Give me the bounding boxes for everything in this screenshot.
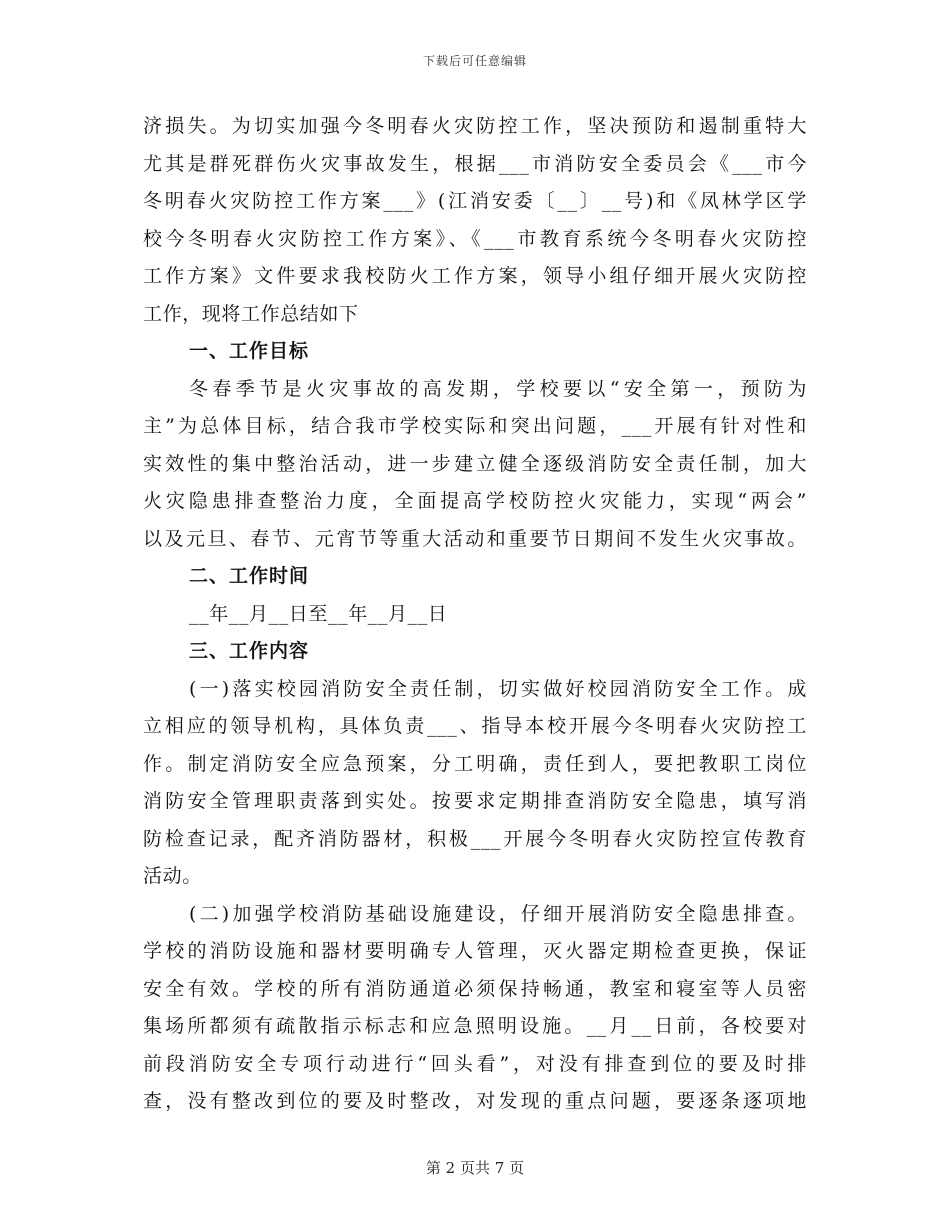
paragraph-line: (一)落实校园消防安全责任制，切实做好校园消防安全工作。成 <box>189 677 807 700</box>
page-header: 下载后可任意编辑 <box>422 54 527 68</box>
section-heading: 一、工作目标 <box>189 340 310 362</box>
paragraph-line: 冬明春火灾防控工作方案___》(江消安委〔__〕__号)和《凤林学区学 <box>143 190 807 212</box>
page-footer: 第 2 页共 7 页 <box>425 1159 525 1177</box>
paragraph-line: 校今冬明春火灾防控工作方案》、《___市教育系统今冬明春火灾防控 <box>143 227 807 250</box>
paragraph-line: 安全有效。学校的所有消防通道必须保持畅通，教室和寝室等人员密 <box>143 977 807 1000</box>
paragraph-line: 立相应的领导机构，具体负责___、指导本校开展今冬明春火灾防控工 <box>143 715 807 737</box>
paragraph-line: 活动。 <box>143 865 202 887</box>
paragraph-line: 前段消防安全专项行动进行“回头看”，对没有排查到位的要及时排 <box>143 1052 807 1075</box>
paragraph-line: 火灾隐患排查整治力度，全面提高学校防控火灾能力，实现“两会” <box>143 490 807 512</box>
paragraph-line: 主”为总体目标，结合我市学校实际和突出问题，___开展有针对性和 <box>143 415 807 437</box>
paragraph-line: (二)加强学校消防基础设施建设，仔细开展消防安全隐患排查。 <box>189 902 807 925</box>
document-body <box>143 108 807 1121</box>
paragraph-line: 学校的消防设施和器材要明确专人管理，灭火器定期检查更换，保证 <box>143 940 807 962</box>
paragraph-line: 尤其是群死群伤火灾事故发生，根据___市消防安全委员会《___市今 <box>143 152 807 175</box>
paragraph-line: __年__月__日至__年__月__日 <box>189 602 448 625</box>
paragraph-line: 防检查记录，配齐消防器材，积极___开展今冬明春火灾防控宣传教育 <box>143 827 807 850</box>
paragraph-line: 工作，现将工作总结如下 <box>143 302 359 325</box>
paragraph-line: 查，没有整改到位的要及时整改，对发现的重点问题，要逐条逐项地 <box>143 1090 807 1112</box>
paragraph-line: 作。制定消防安全应急预案，分工明确，责任到人，要把教职工岗位 <box>143 752 807 775</box>
paragraph-line: 工作方案》文件要求我校防火工作方案，领导小组仔细开展火灾防控 <box>143 265 807 287</box>
section-heading: 二、工作时间 <box>189 565 310 587</box>
paragraph-line: 消防安全管理职责落到实处。按要求定期排查消防安全隐患，填写消 <box>143 790 807 812</box>
paragraph-line: 冬春季节是火灾事故的高发期，学校要以“安全第一，预防为 <box>189 377 807 400</box>
section-heading: 三、工作内容 <box>189 640 310 662</box>
paragraph-line: 集场所都须有疏散指示标志和应急照明设施。__月__日前，各校要对 <box>143 1015 807 1037</box>
paragraph-line: 以及元旦、春节、元宵节等重大活动和重要节日期间不发生火灾事故。 <box>143 527 807 550</box>
paragraph-line: 济损失。为切实加强今冬明春火灾防控工作，坚决预防和遏制重特大 <box>143 115 807 137</box>
paragraph-line: 实效性的集中整治活动，进一步建立健全逐级消防安全责任制，加大 <box>143 452 807 475</box>
